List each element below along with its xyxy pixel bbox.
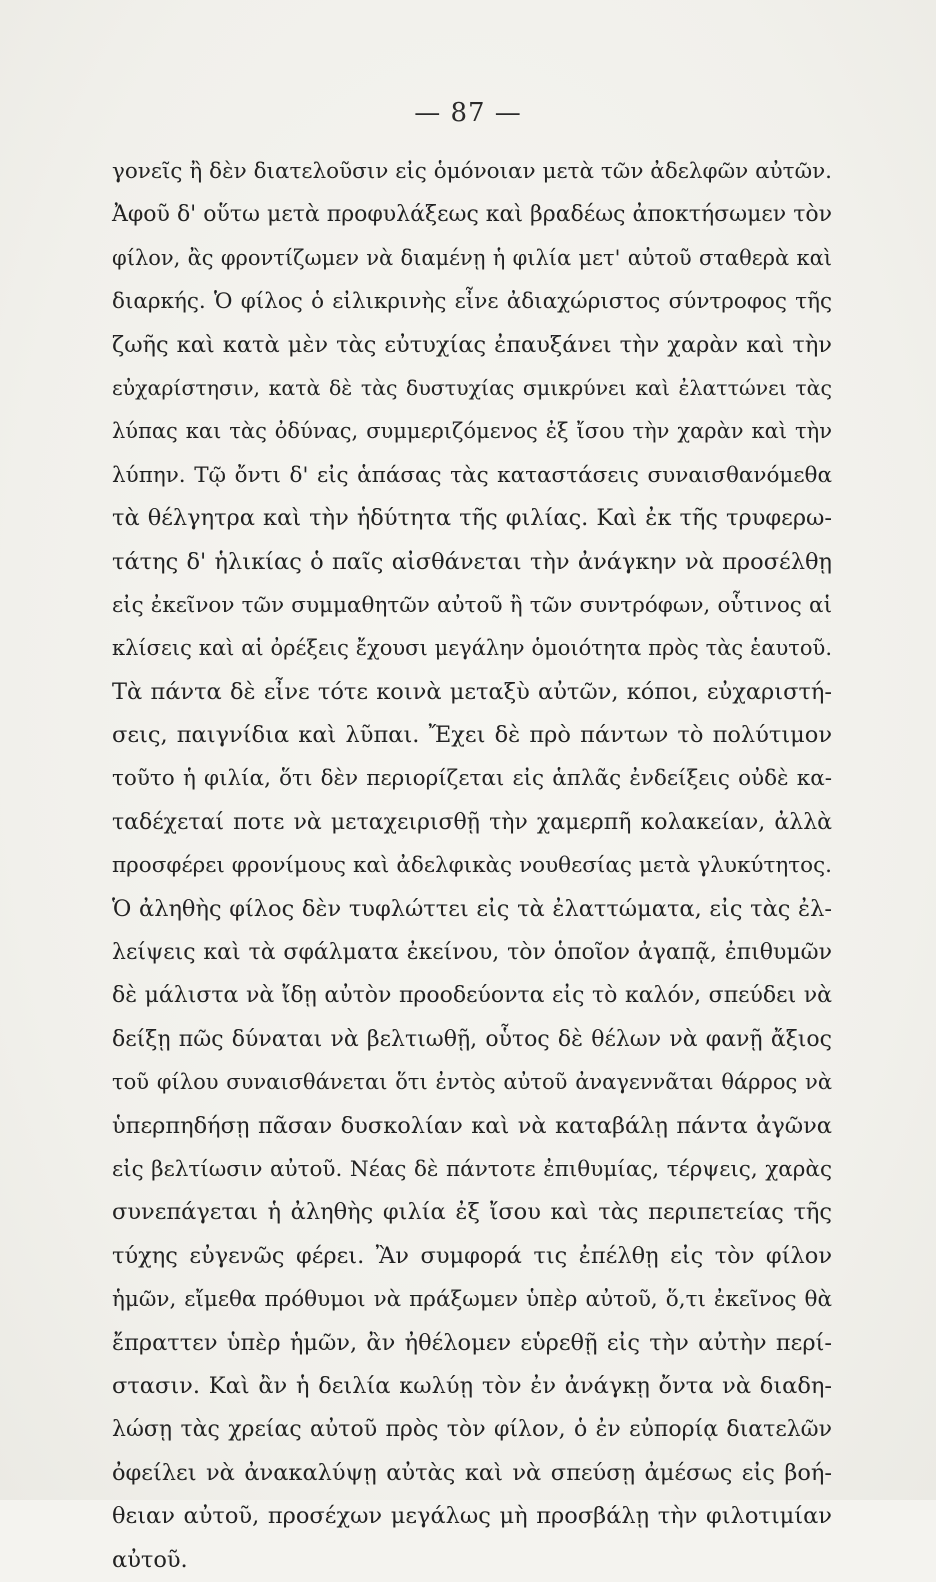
text-line: γονεῖς ἢ δὲν διατελοῦσιν εἰς ὁμόνοιαν μετὰ τῶν ἀδελφῶν αὐτῶν. xyxy=(112,159,832,184)
text-line: συνεπάγεται ἡ ἀληθὴς φιλία ἐξ ἴσου καὶ τὰς περιπετείας τῆς xyxy=(112,1199,832,1226)
text-line: προσφέρει φρονίμους καὶ ἀδελφικὰς νουθεσίας μετὰ γλυκύτητος. xyxy=(112,853,832,879)
text-line: τοῦτο ἡ φιλία, ὅτι δὲν περιορίζεται εἰς ἁπλᾶς ἐνδείξεις οὐδὲ κα- xyxy=(112,766,832,792)
text-line-last: αὐτοῦ. xyxy=(112,1546,188,1573)
text-line: εἰς βελτίωσιν αὐτοῦ. Νέας δὲ πάντοτε ἐπιθυμίας, τέρψεις, χαρὰς xyxy=(112,1156,832,1182)
text-line: δείξῃ πῶς δύναται νὰ βελτιωθῇ, οὗτος δὲ θέλων νὰ φανῇ ἄξιος xyxy=(112,1026,832,1052)
text-line: τὰ θέλγητρα καὶ τὴν ἡδύτητα τῆς φιλίας. Καὶ ἐκ τῆς τρυφερω- xyxy=(112,505,832,532)
text-line: ταδέχεταί ποτε νὰ μεταχειρισθῇ τὴν χαμερπῆ κολακείαν, ἀλλὰ xyxy=(112,809,832,835)
text-line: στασιν. Καὶ ἂν ἡ δειλία κωλύῃ τὸν ἐν ἀνάγκῃ ὄντα νὰ διαδη- xyxy=(112,1372,832,1399)
text-line: λύπας και τὰς ὀδύνας, συμμεριζόμενος ἐξ ἴσου τὴν χαρὰν καὶ τὴν xyxy=(112,419,832,444)
text-line: ὑπερπηδήσῃ πᾶσαν δυσκολίαν καὶ νὰ καταβάλῃ πάντα ἀγῶνα xyxy=(112,1112,832,1139)
text-line: διαρκής. Ὁ φίλος ὁ εἰλικρινὴς εἶνε ἀδιαχώριστος σύντροφος τῆς xyxy=(112,289,832,315)
text-line: τοῦ φίλου συναισθάνεται ὅτι ἐντὸς αὐτοῦ ἀναγεννᾶται θάρρος νὰ xyxy=(112,1070,832,1095)
text-line: λύπην. Τῷ ὄντι δ' εἰς ἁπάσας τὰς καταστάσεις συναισθανόμεθα xyxy=(112,462,832,488)
text-line: κλίσεις καὶ αἱ ὀρέξεις ἔχουσι μεγάλην ὁμοιότητα πρὸς τὰς ἑαυτοῦ. xyxy=(112,636,832,661)
text-line: ὀφείλει νὰ ἀνακαλύψῃ αὐτὰς καὶ νὰ σπεύσῃ ἀμέσως εἰς βοή- xyxy=(112,1459,832,1486)
text-line: φίλον, ἂς φροντίζωμεν νὰ διαμένῃ ἡ φιλία μετ' αὐτοῦ σταθερὰ καὶ xyxy=(112,245,832,270)
text-line: Τὰ πάντα δὲ εἶνε τότε κοινὰ μεταξὺ αὐτῶν, κόποι, εὐχαριστή- xyxy=(112,678,832,705)
page-number: — 87 — xyxy=(414,98,522,128)
text-line: τύχης εὐγενῶς φέρει. Ἂν συμφορά τις ἐπέλθῃ εἰς τὸν φίλον xyxy=(112,1242,832,1269)
text-line: θειαν αὐτοῦ, προσέχων μεγάλως μὴ προσβάλῃ τὴν φιλοτιμίαν xyxy=(112,1503,832,1530)
text-line: ἔπραττεν ὑπὲρ ἡμῶν, ἂν ἠθέλομεν εὑρεθῇ εἰς τὴν αὐτὴν περί- xyxy=(112,1329,832,1356)
text-line: εἰς ἐκεῖνον τῶν συμμαθητῶν αὐτοῦ ἢ τῶν συντρόφων, οὗτινος αἱ xyxy=(112,592,832,618)
body-text xyxy=(112,150,832,1582)
text-line: τάτης δ' ἡλικίας ὁ παῖς αἰσθάνεται τὴν ἀνάγκην νὰ προσέλθῃ xyxy=(112,548,832,575)
text-line: Ἀφοῦ δ' οὕτω μετὰ προφυλάξεως καὶ βραδέως ἀποκτήσωμεν τὸν xyxy=(112,202,832,228)
text-line: Ὁ ἀληθὴς φίλος δὲν τυφλώττει εἰς τὰ ἐλαττώματα, εἰς τὰς ἐλ- xyxy=(112,895,832,922)
text-line: εὐχαρίστησιν, κατὰ δὲ τὰς δυστυχίας σμικρύνει καὶ ἐλαττώνει τὰς xyxy=(112,375,832,400)
text-line: ἡμῶν, εἴμεθα πρόθυμοι νὰ πράξωμεν ὑπὲρ αὐτοῦ, ὅ,τι ἐκεῖνος θὰ xyxy=(112,1287,832,1313)
text-line: λώσῃ τὰς χρείας αὐτοῦ πρὸς τὸν φίλον, ὁ ἐν εὐπορίᾳ διατελῶν xyxy=(112,1417,832,1443)
text-line: σεις, παιγνίδια καὶ λῦπαι. Ἔχει δὲ πρὸ πάντων τὸ πολύτιμον xyxy=(112,722,832,749)
text-line: δὲ μάλιστα νὰ ἴδῃ αὐτὸν προοδεύοντα εἰς τὸ καλόν, σπεύδει νὰ xyxy=(112,983,832,1009)
text-line: λείψεις καὶ τὰ σφάλματα ἐκείνου, τὸν ὁποῖον ἀγαπᾷ, ἐπιθυμῶν xyxy=(112,940,832,966)
text-line: ζωῆς καὶ κατὰ μὲν τὰς εὐτυχίας ἐπαυξάνει τὴν χαρὰν καὶ τὴν xyxy=(112,331,832,358)
